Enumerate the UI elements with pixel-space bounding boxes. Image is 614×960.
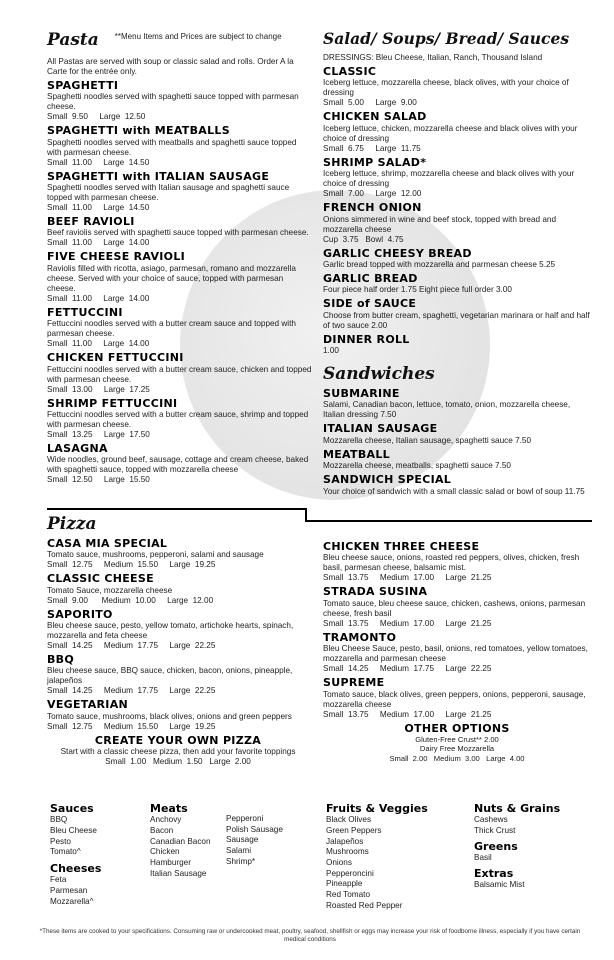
menu-item — [323, 65, 591, 108]
dressings-line: DRESSINGS: Bleu Cheese, Italian, Ranch, Thousand Island — [323, 52, 543, 62]
item-name: DINNER ROLL — [323, 332, 410, 346]
item-name: BBQ — [47, 652, 75, 666]
menu-item — [47, 79, 312, 122]
item-price: Small 13.75 Medium 17.00 Large 21.25 — [323, 709, 492, 719]
topping-item: Anchovy — [150, 815, 182, 825]
item-price: Small 6.75 Large 11.75 — [323, 143, 421, 153]
topping-item: Mozzarella^ — [50, 896, 94, 906]
item-name: TRAMONTO — [323, 630, 397, 644]
pasta-intro: All Pastas are served with soup or classic salad and rolls. Order A la Carte for the entrée only. — [47, 56, 294, 76]
topping-item: Pineapple — [326, 879, 363, 889]
item-name: CLASSIC CHEESE — [47, 572, 154, 586]
cheeses-list — [50, 875, 145, 907]
topping-item: Black Olives — [326, 815, 372, 825]
pizza-left-items — [47, 537, 307, 732]
menu-item — [323, 387, 591, 420]
menu-item — [47, 351, 312, 394]
pizza-right-items — [323, 540, 591, 720]
item-price: Small 11.00 Large 14.00 — [47, 293, 150, 303]
sauces-title: Sauces — [50, 802, 94, 815]
item-description: Tomato sauce, black olives, green peppers, onions, pepperoni, sausage, mozzarella cheese — [323, 689, 586, 709]
pizza-right-section — [323, 538, 591, 763]
item-name: VEGETARIAN — [47, 698, 129, 712]
byo-block — [47, 734, 307, 767]
meats-column-b — [226, 814, 311, 867]
topping-item: Roasted Red Pepper — [326, 900, 403, 910]
item-name: SHRIMP SALAD* — [323, 155, 427, 169]
item-description: Wide noodles, ground beef, sausage, cottage and cream cheese, baked with spaghetti sauce, topped with mozzarella cheese — [47, 455, 309, 475]
item-description: Bleu cheese sauce, pesto, yellow tomato, artichoke hearts, spinach, mozzarella and feta cheese — [47, 620, 294, 640]
topping-item: Italian Sausage — [150, 868, 207, 878]
item-price: Small 14.25 Medium 17.75 Large 22.25 — [47, 686, 216, 696]
divider-pizza-right — [305, 520, 592, 522]
topping-item: Thick Crust — [474, 826, 516, 836]
meats-list-b — [226, 814, 311, 867]
item-description: Bleu Cheese Sauce, pesto, basil, onions, red tomatoes, yellow tomatoes, mozzarella and parmesan cheese — [323, 644, 588, 664]
menu-item — [47, 442, 312, 485]
item-name: CHICKEN THREE CHEESE — [323, 540, 480, 553]
menu-item — [323, 540, 591, 583]
topping-item: Red Tomato — [326, 890, 370, 899]
topping-item: Cashews — [474, 815, 508, 825]
topping-item: Jalapeños — [326, 836, 364, 846]
item-name: STRADA SUSINA — [323, 585, 428, 599]
item-description: Bleu cheese sauce, onions, roasted red peppers, olives, chicken, fresh basil, parmesan cheese, balsamic mist. — [323, 553, 580, 573]
item-name: CASA MIA SPECIAL — [47, 536, 168, 550]
item-description: Salami, Canadian bacon, lettuce, tomato, onion, mozzarella cheese, Italian dressing 7.50 — [323, 400, 571, 420]
fruits-column — [326, 799, 466, 911]
item-name: CHICKEN SALAD — [323, 110, 427, 124]
item-price: Small 12.75 Medium 15.50 Large 19.25 — [47, 721, 216, 731]
sandwich-items — [323, 387, 591, 497]
item-price: Cup 3.75 Bowl 4.75 — [323, 234, 404, 244]
item-name: MEATBALL — [323, 447, 390, 461]
byo-title: CREATE YOUR OWN PIZZA — [94, 733, 262, 747]
item-description: Spaghetti noodles served with Italian sausage and spaghetti sauce topped with parmesan cheese. — [47, 182, 290, 202]
topping-item: Mushrooms — [326, 847, 369, 857]
item-description: Onions simmered in wine and beef stock, topped with bread and mozzarella cheese — [323, 214, 557, 234]
nuts-list — [474, 815, 592, 836]
menu-item — [323, 585, 591, 628]
item-name: CHICKEN FETTUCCINI — [47, 351, 184, 365]
menu-item — [47, 653, 307, 696]
topping-item: Chicken — [150, 847, 180, 857]
topping-item: Hamburger — [150, 858, 191, 868]
menu-item — [47, 572, 307, 605]
topping-item: Sausage — [226, 835, 259, 845]
item-price: Small 13.25 Large 17.50 — [47, 429, 150, 439]
other-options-block — [323, 722, 591, 763]
topping-item: Pepperoncini — [326, 868, 374, 878]
item-name: SPAGHETTI with MEATBALLS — [47, 124, 230, 138]
item-name: CLASSIC — [323, 64, 377, 78]
item-description: Your choice of sandwich with a small classic salad or bowl of soup 11.75 — [323, 486, 585, 496]
nuts-title: Nuts & Grains — [474, 802, 561, 815]
menu-item — [323, 473, 591, 496]
extras-list — [474, 880, 592, 891]
menu-item — [323, 422, 591, 445]
menu-item — [323, 272, 591, 295]
menu-item — [323, 631, 591, 674]
item-name: FIVE CHEESE RAVIOLI — [47, 250, 186, 264]
divider-pizza-left — [47, 508, 307, 510]
byo-desc: Start with a classic cheese pizza, then add your favorite toppings — [60, 747, 296, 757]
nuts-greens-extras-column — [474, 799, 592, 891]
menu-item — [323, 297, 591, 330]
topping-item: Bleu Cheese — [50, 826, 97, 836]
item-name: FRENCH ONION — [323, 201, 422, 215]
topping-item: Pepperoni — [226, 814, 264, 823]
item-price: Small 9.00 Medium 10.00 Large 12.00 — [47, 595, 214, 605]
topping-item: Pesto — [50, 836, 71, 846]
topping-item: BBQ — [50, 815, 68, 825]
item-price: Small 13.00 Large 17.25 — [47, 384, 150, 394]
salad-items — [323, 65, 591, 356]
fruits-title: Fruits & Veggies — [326, 802, 428, 815]
item-description: Garlic bread topped with mozzarella and parmesan cheese 5.25 — [323, 259, 556, 269]
greens-list — [474, 853, 592, 864]
item-description: Spaghetti noodles served with meatballs and spaghetti sauce topped with parmesan cheese. — [47, 137, 297, 157]
item-description: Tomato Sauce, mozzarella cheese — [47, 585, 173, 595]
item-name: SPAGHETTI — [47, 78, 119, 92]
item-price: Small 11.00 Large 14.00 — [47, 238, 150, 248]
item-description: Mozzarella cheese, Italian sausage, spaghetti sauce 7.50 — [323, 435, 532, 445]
item-name: SUBMARINE — [323, 386, 400, 400]
sauces-cheeses-column — [50, 799, 145, 907]
pasta-items — [47, 79, 312, 486]
item-price: Small 13.75 Medium 17.00 Large 21.25 — [323, 618, 492, 628]
item-price: Small 9.50 Large 12.50 — [47, 112, 146, 122]
topping-item: Shrimp* — [226, 856, 256, 866]
topping-item: Feta — [50, 875, 67, 885]
menu-item — [47, 698, 307, 731]
topping-item: Balsamic Mist — [474, 880, 525, 890]
item-name: GARLIC BREAD — [323, 271, 418, 285]
item-name: LASAGNA — [47, 441, 108, 455]
menu-item — [47, 397, 312, 440]
item-name: SIDE of SAUCE — [323, 297, 417, 311]
salad-title: Salad/ Soups/ Bread/ Sauces — [323, 29, 570, 48]
fruits-list — [326, 815, 466, 911]
item-description: Fettuccini noodles served with a butter cream sauce, shrimp and topped with parmesan cheese. — [47, 409, 309, 429]
item-description: Iceberg lettuce, chicken, mozzarella cheese and black olives with your choice of dressing — [323, 123, 578, 143]
item-name: SANDWICH SPECIAL — [323, 473, 452, 487]
item-description: Four piece half order 1.75 Eight piece full order 3.00 — [323, 285, 512, 295]
item-description: Raviolis filled with ricotta, asiago, parmesan, romano and mozzarella cheese. Served with your choice of sauce, topped with parmesan cheese. — [47, 263, 296, 293]
pizza-title: Pizza — [47, 514, 97, 534]
meats-list-a — [150, 815, 230, 879]
item-description: Spaghetti noodles served with spaghetti sauce topped with parmesan cheese. — [47, 92, 299, 112]
pasta-section — [47, 30, 312, 485]
menu-item — [47, 306, 312, 349]
menu-item — [323, 448, 591, 471]
prices-note: **Menu Items and Prices are subject to change — [114, 32, 282, 41]
topping-item: Canadian Bacon — [150, 836, 211, 846]
menu-item — [47, 250, 312, 303]
item-description: 1.00 — [323, 346, 339, 356]
item-price: Small 14.25 Medium 17.75 Large 22.25 — [323, 664, 492, 674]
menu-item — [323, 247, 591, 270]
item-name: ITALIAN SAUSAGE — [323, 422, 438, 436]
item-description: Tomato sauce, mushrooms, pepperoni, salami and sausage — [47, 550, 264, 560]
item-price: Small 11.00 Large 14.50 — [47, 202, 150, 212]
greens-title: Greens — [474, 839, 518, 853]
item-name: BEEF RAVIOLI — [47, 214, 135, 228]
topping-item: Green Peppers — [326, 826, 382, 836]
item-name: SPAGHETTI with ITALIAN SAUSAGE — [47, 169, 270, 183]
menu-item — [47, 215, 312, 248]
item-description: Iceberg lettuce, shrimp, mozzarella cheese and black olives with your choice of dressing — [323, 169, 575, 189]
footer-disclaimer: *These items are cooked to your specifications. Consuming raw or undercooked meat, poultry, seafood, shellfish or eggs may increase your risk of foodborne illness, especially if you have certain medical conditions — [39, 928, 581, 944]
cheeses-title: Cheeses — [50, 862, 102, 876]
menu-item — [323, 110, 591, 153]
item-name: SUPREME — [323, 676, 385, 690]
item-price: Small 7.00 Large 12.00 — [323, 189, 422, 199]
meats-title: Meats — [150, 802, 188, 815]
pasta-title: Pasta — [47, 30, 99, 50]
item-description: Mozzarella cheese, meatballs, spaghetti sauce 7.50 — [323, 461, 511, 471]
item-price: Small 12.50 Large 15.50 — [47, 475, 150, 485]
other-options-title: OTHER OPTIONS — [404, 721, 510, 735]
other-option-dairy: Dairy Free Mozzarella — [419, 744, 495, 754]
meats-column-a — [150, 799, 230, 879]
item-price: Small 12.75 Medium 15.50 Large 19.25 — [47, 560, 216, 570]
item-description: Choose from butter cream, spaghetti, vegetarian marinara or half and half of two sauce 2.00 — [323, 310, 590, 330]
item-description: Bleu cheese sauce, BBQ sauce, chicken, bacon, onions, pineapple, jalapeños — [47, 666, 293, 686]
item-name: FETTUCCINI — [47, 305, 123, 319]
menu-item — [47, 608, 307, 651]
item-description: Fettuccini noodles served with a butter cream sauce and topped with parmesan cheese. — [47, 319, 296, 339]
item-description: Iceberg lettuce, mozzarella cheese, black olives, with your choice of dressing — [323, 78, 569, 98]
item-price: Small 13.75 Medium 17.00 Large 21.25 — [323, 573, 492, 583]
topping-item: Onions — [326, 858, 352, 868]
menu-item — [47, 537, 307, 570]
sauces-list — [50, 815, 145, 858]
other-option-gluten: Gluten-Free Crust** 2.00 — [415, 735, 499, 745]
item-name: SAPORITO — [47, 607, 113, 621]
item-price: Small 14.25 Medium 17.75 Large 22.25 — [47, 640, 216, 650]
topping-item: Polish Sausage — [226, 824, 283, 834]
extras-title: Extras — [474, 866, 514, 880]
menu-item — [323, 676, 591, 719]
item-name: GARLIC CHEESY BREAD — [323, 246, 472, 260]
topping-item: Tomato^ — [50, 847, 81, 857]
salad-section — [323, 30, 591, 497]
item-price: Small 5.00 Large 9.00 — [323, 98, 417, 108]
byo-price: Small 1.00 Medium 1.50 Large 2.00 — [105, 757, 251, 767]
item-description: Beef raviolis served with spaghetti sauce topped with parmesan cheese. — [47, 228, 309, 238]
menu-item — [47, 124, 312, 167]
topping-item: Bacon — [150, 826, 174, 836]
topping-item: Basil — [474, 853, 492, 863]
menu-item — [323, 201, 591, 244]
other-option-dairy-price: Small 2.00 Medium 3.00 Large 4.00 — [389, 753, 525, 763]
menu-item — [47, 170, 312, 213]
item-price: Small 11.00 Large 14.50 — [47, 157, 150, 167]
item-description: Tomato sauce, bleu cheese sauce, chicken, cashews, onions, parmesan cheese, fresh basil — [323, 598, 586, 618]
menu-item — [323, 333, 591, 356]
item-name: SHRIMP FETTUCCINI — [47, 396, 178, 410]
item-price: Small 11.00 Large 14.00 — [47, 339, 150, 349]
pizza-section — [47, 514, 307, 767]
item-description: Fettuccini noodles served with a butter cream sauce, chicken and topped with parmesan cheese. — [47, 364, 312, 384]
topping-item: Salami — [226, 845, 252, 855]
menu-item — [323, 156, 591, 199]
sandwiches-title: Sandwiches — [323, 364, 435, 385]
item-description: Tomato sauce, mushrooms, black olives, onions and green peppers — [47, 711, 292, 721]
topping-item: Parmesan — [50, 886, 88, 896]
